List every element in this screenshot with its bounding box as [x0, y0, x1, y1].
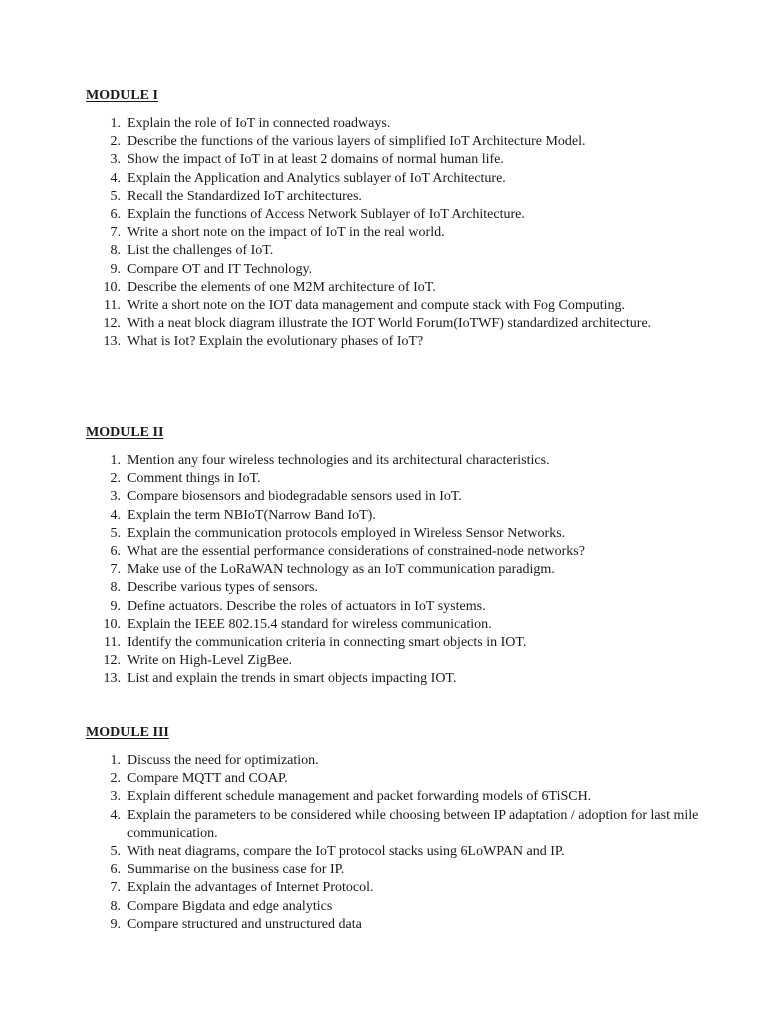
question-text: Show the impact of IoT in at least 2 domains of normal human life.	[127, 152, 504, 168]
question-number: 13.	[103, 334, 121, 350]
question-text: Describe the elements of one M2M architecture of IoT.	[127, 279, 436, 295]
question-item	[86, 561, 706, 579]
question-text: List the challenges of IoT.	[127, 243, 274, 259]
question-number: 5.	[110, 525, 121, 541]
question-number: 2.	[110, 134, 121, 150]
question-number: 1.	[110, 453, 121, 468]
question-text: List and explain the trends in smart objects impacting IOT.	[127, 671, 457, 687]
module-1-heading: MODULE I	[86, 88, 158, 103]
question-text: Explain the Application and Analytics sublayer of IoT Architecture.	[127, 170, 506, 186]
question-item	[86, 788, 706, 806]
question-number: 10.	[103, 279, 121, 295]
question-number: 1.	[110, 116, 121, 131]
question-text: Write a short note on the impact of IoT in the real world.	[127, 225, 445, 241]
question-text: What are the essential performance considerations of constrained-node networks?	[127, 544, 585, 560]
question-text: Comment things in IoT.	[127, 471, 261, 487]
question-item	[86, 488, 706, 506]
question-number: 5.	[110, 844, 121, 860]
question-text: Summarise on the business case for IP.	[127, 862, 345, 878]
question-item	[86, 115, 706, 133]
question-item	[86, 242, 706, 260]
module-2-heading: MODULE II	[86, 425, 164, 440]
question-item	[86, 843, 706, 861]
question-number: 6.	[110, 544, 121, 560]
question-number: 9.	[110, 598, 121, 614]
question-text: Explain different schedule management and packet forwarding models of 6TiSCH.	[127, 789, 592, 805]
module-3-heading: MODULE III	[86, 725, 169, 740]
question-number: 8.	[110, 898, 121, 914]
question-item	[86, 752, 706, 770]
question-item	[86, 224, 706, 242]
question-item	[86, 206, 706, 224]
question-item	[86, 188, 706, 206]
question-number: 7.	[110, 225, 121, 241]
question-item	[86, 579, 706, 597]
question-text: Describe the functions of the various layers of simplified IoT Architecture Model.	[127, 134, 586, 150]
question-item	[86, 916, 706, 934]
question-number: 1.	[110, 753, 121, 768]
question-number: 4.	[110, 807, 121, 823]
question-number: 10.	[103, 616, 121, 632]
question-text: Explain the role of IoT in connected roadways.	[127, 116, 391, 131]
question-item	[86, 151, 706, 169]
question-text: Identify the communication criteria in connecting smart objects in IOT.	[127, 635, 527, 651]
module-2-section	[86, 424, 706, 689]
question-number: 7.	[110, 562, 121, 578]
question-text: Explain the term NBIoT(Narrow Band IoT).	[127, 507, 376, 523]
question-number: 7.	[110, 880, 121, 896]
question-number: 8.	[110, 580, 121, 596]
module-1-section	[86, 87, 706, 352]
question-number: 6.	[110, 862, 121, 878]
question-item	[86, 898, 706, 916]
question-item	[86, 507, 706, 525]
question-text: Write on High-Level ZigBee.	[127, 653, 293, 669]
question-item	[86, 133, 706, 151]
question-number: 11.	[104, 635, 121, 651]
question-item	[86, 807, 706, 843]
question-text: With neat diagrams, compare the IoT protocol stacks using 6LoWPAN and IP.	[127, 844, 565, 860]
question-text: Explain the advantages of Internet Protocol.	[127, 880, 374, 896]
module-3-section	[86, 724, 706, 934]
question-text: Explain the functions of Access Network Sublayer of IoT Architecture.	[127, 207, 525, 223]
question-item	[86, 297, 706, 315]
question-number: 3.	[110, 152, 121, 168]
question-number: 13.	[103, 671, 121, 687]
question-item	[86, 879, 706, 897]
question-number: 9.	[110, 916, 121, 932]
question-text: Write a short note on the IOT data management and compute stack with Fog Computing.	[127, 298, 626, 314]
module-2-question-list	[86, 452, 706, 689]
question-item	[86, 670, 706, 688]
question-item	[86, 333, 706, 351]
module-1-question-list	[86, 115, 706, 352]
module-3-question-list	[86, 752, 706, 934]
question-text: Define actuators. Describe the roles of actuators in IoT systems.	[127, 598, 486, 614]
question-number: 4.	[110, 170, 121, 186]
question-number: 6.	[110, 207, 121, 223]
question-text: Mention any four wireless technologies and its architectural characteristics.	[127, 453, 550, 468]
question-item	[86, 279, 706, 297]
question-number: 11.	[104, 298, 121, 314]
question-item	[86, 261, 706, 279]
question-text: Make use of the LoRaWAN technology as an IoT communication paradigm.	[127, 562, 555, 578]
question-text: Compare Bigdata and edge analytics	[127, 898, 333, 914]
question-number: 2.	[110, 771, 121, 787]
question-text: With a neat block diagram illustrate the IOT World Forum(IoTWF) standardized architecture.	[127, 316, 652, 332]
question-text: Explain the communication protocols employed in Wireless Sensor Networks.	[127, 525, 566, 541]
question-item	[86, 315, 706, 333]
question-item	[86, 634, 706, 652]
question-item	[86, 525, 706, 543]
question-number: 8.	[110, 243, 121, 259]
question-number: 9.	[110, 261, 121, 277]
question-text: Compare biosensors and biodegradable sensors used in IoT.	[127, 489, 462, 505]
question-item	[86, 452, 706, 470]
question-number: 5.	[110, 188, 121, 204]
question-item	[86, 861, 706, 879]
question-text: Discuss the need for optimization.	[127, 753, 319, 768]
question-number: 12.	[103, 653, 121, 669]
question-text: Explain the parameters to be considered while choosing between IP adaptation / adoption for last mile communication.	[127, 807, 699, 841]
question-number: 3.	[110, 789, 121, 805]
question-text: Compare structured and unstructured data	[127, 916, 362, 932]
question-number: 2.	[110, 471, 121, 487]
question-text: Compare OT and IT Technology.	[127, 261, 313, 277]
question-number: 3.	[110, 489, 121, 505]
question-item	[86, 170, 706, 188]
question-item	[86, 470, 706, 488]
question-text: Explain the IEEE 802.15.4 standard for wireless communication.	[127, 616, 492, 632]
question-text: Describe various types of sensors.	[127, 580, 318, 596]
question-item	[86, 543, 706, 561]
question-number: 4.	[110, 507, 121, 523]
question-text: Recall the Standardized IoT architectures.	[127, 188, 362, 204]
question-text: Compare MQTT and COAP.	[127, 771, 288, 787]
question-text: What is Iot? Explain the evolutionary phases of IoT?	[127, 334, 424, 350]
question-item	[86, 770, 706, 788]
question-number: 12.	[103, 316, 121, 332]
question-item	[86, 616, 706, 634]
question-item	[86, 598, 706, 616]
question-item	[86, 652, 706, 670]
